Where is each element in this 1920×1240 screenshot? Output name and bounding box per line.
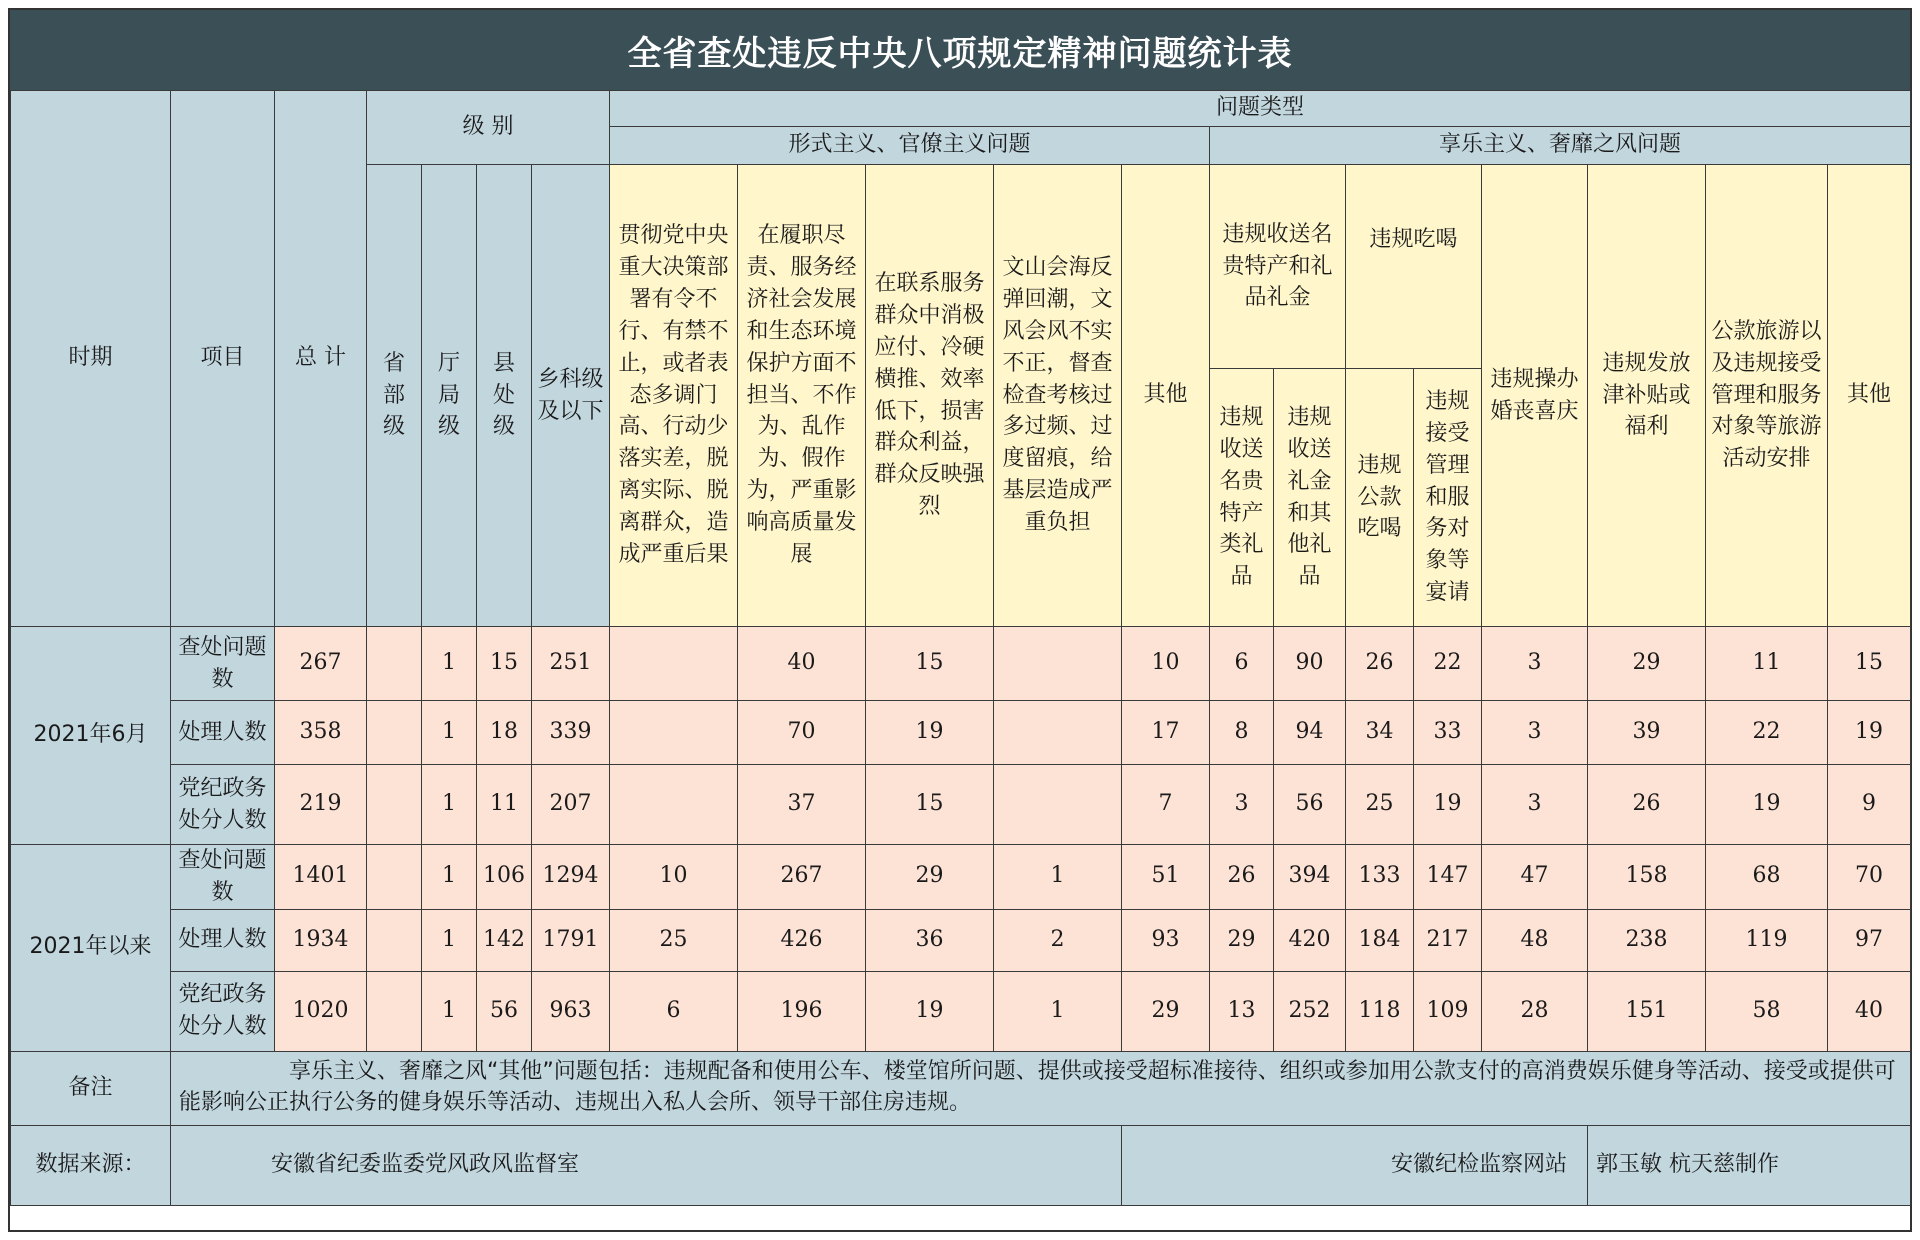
- data-cell: [367, 765, 422, 845]
- data-cell: 19: [866, 971, 994, 1051]
- data-cell: 1: [422, 971, 477, 1051]
- header-formalism-other: 其他: [1122, 165, 1210, 627]
- data-cell: 28: [1482, 971, 1588, 1051]
- data-cell: 1: [422, 765, 477, 845]
- data-cell: 151: [1588, 971, 1706, 1051]
- data-cell: 11: [1706, 627, 1828, 701]
- data-cell: 29: [1588, 627, 1706, 701]
- header-formalism-col-1: 贯彻党中央重大决策部署有令不行、有禁不止，或者表态多调门高、行动少落实差，脱离实际、脱离群众，造成严重后果: [610, 165, 738, 627]
- data-cell: 29: [1122, 971, 1210, 1051]
- header-total: 总 计: [275, 91, 367, 627]
- data-cell: 90: [1274, 627, 1346, 701]
- data-cell: 207: [532, 765, 610, 845]
- header-hedonism-wedding: 违规操办婚丧喜庆: [1482, 165, 1588, 627]
- data-cell: 252: [1274, 971, 1346, 1051]
- table-row: [11, 765, 1911, 845]
- data-cell: 106: [477, 845, 532, 910]
- data-cell: 56: [1274, 765, 1346, 845]
- data-cell: 39: [1588, 701, 1706, 765]
- data-cell: 47: [1482, 845, 1588, 910]
- data-cell: 420: [1274, 909, 1346, 971]
- data-cell: 1: [422, 909, 477, 971]
- notes-text: 享乐主义、奢靡之风“其他”问题包括：违规配备和使用公车、楼堂馆所问题、提供或接受超标准接待、组织或参加用公款支付的高消费娱乐健身等活动、接受或提供可能影响公正执行公务的健身娱乐等活动、违规出入私人会所、领导干部住房违规。: [171, 1051, 1911, 1125]
- data-cell: 3: [1482, 627, 1588, 701]
- data-cell: 1020: [275, 971, 367, 1051]
- data-cell: 267: [275, 627, 367, 701]
- data-cell: 184: [1346, 909, 1414, 971]
- header-hedonism-other: 其他: [1828, 165, 1911, 627]
- data-cell: 22: [1414, 627, 1482, 701]
- source-label: 数据来源：: [11, 1125, 171, 1205]
- header-hedonism-allowance: 违规发放津补贴或福利: [1588, 165, 1706, 627]
- data-cell: 70: [738, 701, 866, 765]
- header-formalism-col-4: 文山会海反弹回潮，文风会风不实不正，督查检查考核过多过频、过度留痕，给基层造成严重负担: [994, 165, 1122, 627]
- data-cell: [994, 701, 1122, 765]
- header-dining-public: 违规公款吃喝: [1346, 369, 1414, 627]
- data-cell: 147: [1414, 845, 1482, 910]
- data-cell: 3: [1210, 765, 1274, 845]
- data-cell: 1: [994, 845, 1122, 910]
- data-cell: 51: [1122, 845, 1210, 910]
- data-cell: 196: [738, 971, 866, 1051]
- header-dining-banquet: 违规接受管理和服务对象等宴请: [1414, 369, 1482, 627]
- table-row: [11, 627, 1911, 701]
- data-cell: 7: [1122, 765, 1210, 845]
- data-cell: 19: [1828, 701, 1911, 765]
- header-dining-group: 违规吃喝: [1346, 165, 1482, 369]
- row-item-label: 党纪政务处分人数: [171, 765, 275, 845]
- header-hedonism-group: 享乐主义、奢靡之风问题: [1210, 127, 1911, 165]
- data-cell: 133: [1346, 845, 1414, 910]
- data-cell: 1791: [532, 909, 610, 971]
- header-gift-specialty: 违规收送名贵特产类礼品: [1210, 369, 1274, 627]
- header-gift-cash: 违规收送礼金和其他礼品: [1274, 369, 1346, 627]
- header-level-bureau: 厅局级: [422, 165, 477, 627]
- row-item-label: 处理人数: [171, 909, 275, 971]
- data-cell: 18: [477, 701, 532, 765]
- data-cell: 40: [738, 627, 866, 701]
- data-cell: 2: [994, 909, 1122, 971]
- data-cell: 1934: [275, 909, 367, 971]
- header-formalism-group: 形式主义、官僚主义问题: [610, 127, 1210, 165]
- period-label: 2021年以来: [11, 845, 171, 1052]
- header-problem-type: 问题类型: [610, 91, 1911, 127]
- data-cell: 15: [477, 627, 532, 701]
- source-right: 安徽纪检监察网站: [1122, 1125, 1588, 1205]
- data-cell: 97: [1828, 909, 1911, 971]
- data-cell: 119: [1706, 909, 1828, 971]
- data-cell: 19: [1414, 765, 1482, 845]
- data-cell: 6: [610, 971, 738, 1051]
- data-cell: 37: [738, 765, 866, 845]
- header-level-county: 县处级: [477, 165, 532, 627]
- table-title: 全省查处违反中央八项规定精神问题统计表: [10, 10, 1910, 90]
- data-cell: 40: [1828, 971, 1911, 1051]
- row-item-label: 处理人数: [171, 701, 275, 765]
- data-cell: 1: [422, 701, 477, 765]
- data-cell: 15: [866, 765, 994, 845]
- data-cell: 118: [1346, 971, 1414, 1051]
- data-cell: [610, 627, 738, 701]
- table-row: [11, 909, 1911, 971]
- data-cell: [994, 765, 1122, 845]
- data-cell: 10: [610, 845, 738, 910]
- data-cell: 1294: [532, 845, 610, 910]
- data-cell: [367, 971, 422, 1051]
- data-cell: 26: [1346, 627, 1414, 701]
- data-cell: 217: [1414, 909, 1482, 971]
- data-cell: 267: [738, 845, 866, 910]
- data-cell: 36: [866, 909, 994, 971]
- row-item-label: 党纪政务处分人数: [171, 971, 275, 1051]
- data-cell: 1401: [275, 845, 367, 910]
- data-cell: 29: [866, 845, 994, 910]
- data-cell: 19: [866, 701, 994, 765]
- data-cell: [367, 627, 422, 701]
- data-cell: 1: [422, 627, 477, 701]
- data-cell: 48: [1482, 909, 1588, 971]
- header-period: 时期: [11, 91, 171, 627]
- data-cell: 19: [1706, 765, 1828, 845]
- data-cell: 15: [1828, 627, 1911, 701]
- data-cell: 13: [1210, 971, 1274, 1051]
- notes-label: 备注: [11, 1051, 171, 1125]
- data-cell: 11: [477, 765, 532, 845]
- data-cell: 22: [1706, 701, 1828, 765]
- data-cell: 25: [610, 909, 738, 971]
- data-cell: 1: [994, 971, 1122, 1051]
- data-cell: 142: [477, 909, 532, 971]
- data-cell: [994, 627, 1122, 701]
- data-cell: 68: [1706, 845, 1828, 910]
- data-cell: 70: [1828, 845, 1911, 910]
- data-cell: [610, 701, 738, 765]
- data-cell: 94: [1274, 701, 1346, 765]
- data-cell: 3: [1482, 765, 1588, 845]
- data-cell: 158: [1588, 845, 1706, 910]
- data-cell: 33: [1414, 701, 1482, 765]
- table-row: [11, 701, 1911, 765]
- data-cell: 9: [1828, 765, 1911, 845]
- row-item-label: 查处问题数: [171, 627, 275, 701]
- header-gift-group: 违规收送名贵特产和礼品礼金: [1210, 165, 1346, 369]
- data-cell: 15: [866, 627, 994, 701]
- data-cell: 109: [1414, 971, 1482, 1051]
- period-label: 2021年6月: [11, 627, 171, 845]
- data-cell: 219: [275, 765, 367, 845]
- data-cell: [367, 845, 422, 910]
- data-cell: 26: [1588, 765, 1706, 845]
- source-left: 安徽省纪委监委党风政风监督室: [171, 1125, 1122, 1205]
- data-cell: 26: [1210, 845, 1274, 910]
- data-cell: 339: [532, 701, 610, 765]
- header-level-provincial: 省部级: [367, 165, 422, 627]
- data-cell: 10: [1122, 627, 1210, 701]
- source-makers: 郭玉敏 杭天慈制作: [1588, 1125, 1911, 1205]
- header-level-township: 乡科级及以下: [532, 165, 610, 627]
- stats-table-page: [8, 8, 1912, 1232]
- data-cell: 358: [275, 701, 367, 765]
- data-cell: 6: [1210, 627, 1274, 701]
- statistics-table: [10, 90, 1911, 1206]
- data-cell: 34: [1346, 701, 1414, 765]
- data-cell: 251: [532, 627, 610, 701]
- header-formalism-col-2: 在履职尽责、服务经济社会发展和生态环境保护方面不担当、不作为、乱作为、假作为，严重影响高质量发展: [738, 165, 866, 627]
- data-cell: [367, 701, 422, 765]
- data-cell: 29: [1210, 909, 1274, 971]
- data-cell: [367, 909, 422, 971]
- data-cell: 394: [1274, 845, 1346, 910]
- data-cell: 17: [1122, 701, 1210, 765]
- data-cell: 3: [1482, 701, 1588, 765]
- header-item: 项目: [171, 91, 275, 627]
- data-cell: 58: [1706, 971, 1828, 1051]
- table-row: [11, 971, 1911, 1051]
- data-cell: 25: [1346, 765, 1414, 845]
- data-cell: 56: [477, 971, 532, 1051]
- data-cell: 963: [532, 971, 610, 1051]
- data-cell: 426: [738, 909, 866, 971]
- table-row: [11, 845, 1911, 910]
- row-item-label: 查处问题数: [171, 845, 275, 910]
- data-cell: 93: [1122, 909, 1210, 971]
- data-cell: 8: [1210, 701, 1274, 765]
- data-cell: 238: [1588, 909, 1706, 971]
- header-hedonism-travel: 公款旅游以及违规接受管理和服务对象等旅游活动安排: [1706, 165, 1828, 627]
- data-cell: [610, 765, 738, 845]
- header-level-group: 级 别: [367, 91, 610, 165]
- header-formalism-col-3: 在联系服务群众中消极应付、冷硬横推、效率低下，损害群众利益，群众反映强烈: [866, 165, 994, 627]
- data-cell: 1: [422, 845, 477, 910]
